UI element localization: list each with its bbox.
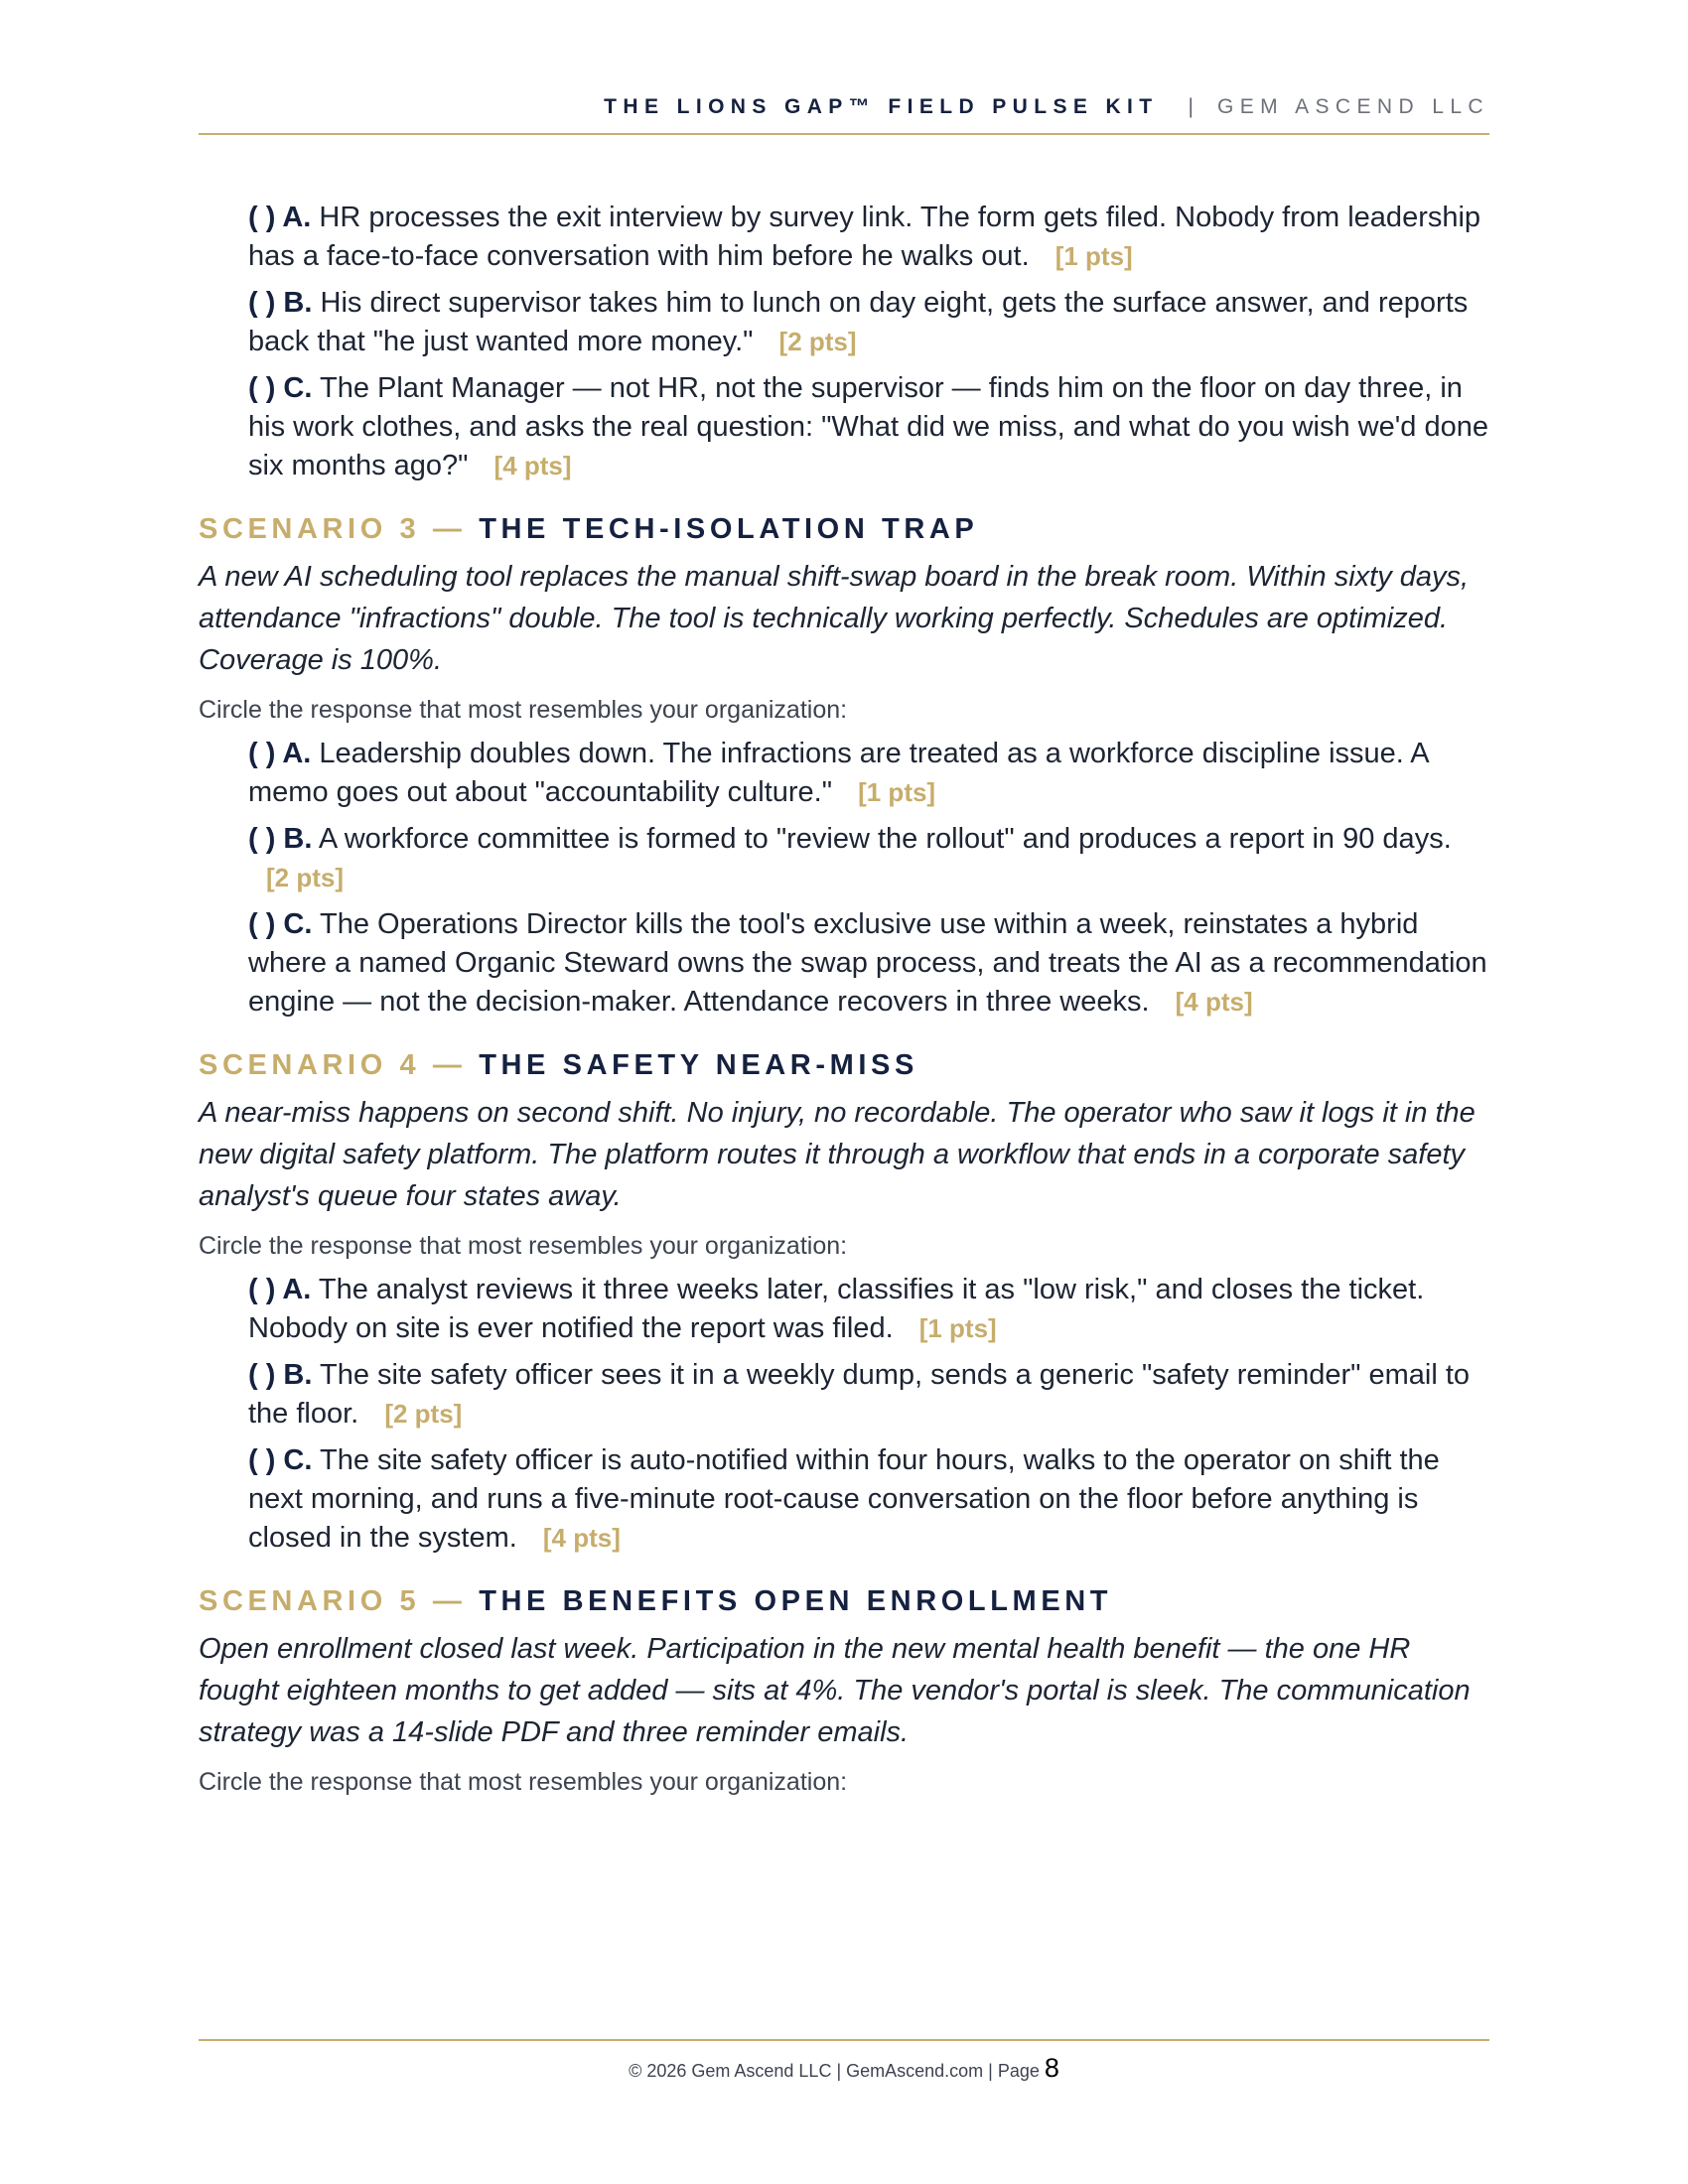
option-text: The site safety officer sees it in a weekly dump, sends a generic "safety reminder" email to the floor. xyxy=(248,1359,1471,1430)
option-key: ( ) C. xyxy=(248,372,313,404)
scenario-3 xyxy=(199,513,1489,1022)
scenario-heading xyxy=(199,513,1489,546)
option-a[interactable] xyxy=(248,735,1489,812)
option-text: Leadership doubles down. The infractions are treated as a workforce discipline issue. A memo goes out about "accountability culture." xyxy=(248,738,1429,808)
option-points: [4 pts] xyxy=(493,451,572,480)
option-points: [2 pts] xyxy=(778,327,857,356)
response-prompt: Circle the response that most resembles your organization: xyxy=(199,696,848,724)
scenario-4 xyxy=(199,1049,1489,1558)
scenario-title: THE BENEFITS OPEN ENROLLMENT xyxy=(479,1585,1113,1617)
option-points: [2 pts] xyxy=(384,1399,463,1429)
option-key: ( ) A. xyxy=(248,738,312,769)
option-text: The Operations Director kills the tool's exclusive use within a week, reinstates a hybrid where a named Organic Steward owns the swap process, and treats the AI as a recommendation engine — not the decision-maker. Attendance recovers in three weeks. xyxy=(248,908,1487,1018)
option-text: The site safety officer is auto-notified within four hours, walks to the operator on shift the next morning, and runs a five-minute root-cause conversation on the floor before anything is closed in the system. xyxy=(248,1444,1440,1554)
option-text: A workforce committee is formed to "review the rollout" and produces a report in 90 days. xyxy=(318,823,1452,855)
option-key: ( ) A. xyxy=(248,202,312,233)
response-prompt: Circle the response that most resembles your organization: xyxy=(199,1232,848,1260)
option-points: [4 pts] xyxy=(542,1523,621,1553)
scenario-2-options xyxy=(199,199,1489,485)
option-key: ( ) B. xyxy=(248,1359,313,1391)
option-b[interactable] xyxy=(248,1356,1489,1433)
option-key: ( ) B. xyxy=(248,823,313,855)
option-points: [1 pts] xyxy=(1055,241,1133,271)
scenario-5 xyxy=(199,1585,1489,1799)
response-prompt: Circle the response that most resembles your organization: xyxy=(199,1768,848,1796)
option-b[interactable] xyxy=(248,820,1489,897)
option-text: His direct supervisor takes him to lunch on day eight, gets the surface answer, and reports back that "he just wanted more money." xyxy=(248,287,1469,357)
page-footer xyxy=(199,2053,1489,2084)
header-company: GEM ASCEND LLC xyxy=(1217,95,1489,118)
scenario-number: SCENARIO 4 — xyxy=(199,1049,467,1081)
scenario-title: THE TECH-ISOLATION TRAP xyxy=(479,513,979,545)
scenario-heading xyxy=(199,1585,1489,1618)
option-key: ( ) B. xyxy=(248,287,313,319)
scenario-description: A near-miss happens on second shift. No injury, no recordable. The operator who saw it logs it in the new digital safety platform. The platform routes it through a workflow that ends in a corporate safety analyst's queue four states away. xyxy=(199,1097,1476,1212)
option-points: [2 pts] xyxy=(266,863,344,892)
option-text: The analyst reviews it three weeks later, classifies it as "low risk," and closes the ticket. Nobody on site is ever notified the report was filed. xyxy=(248,1274,1425,1344)
option-key: ( ) A. xyxy=(248,1274,312,1305)
footer-text: © 2026 Gem Ascend LLC | GemAscend.com | Page xyxy=(629,2061,1040,2081)
header-brand: THE LIONS GAP™ FIELD PULSE KIT xyxy=(604,95,1159,118)
page-content xyxy=(199,199,1489,1807)
option-c[interactable] xyxy=(248,1441,1489,1558)
option-a[interactable] xyxy=(248,199,1489,276)
scenario-heading xyxy=(199,1049,1489,1082)
option-text: The Plant Manager — not HR, not the supervisor — finds him on the floor on day three, in his work clothes, and asks the real question: "What did we miss, and what do you wish we'd done six months ago?" xyxy=(248,372,1488,481)
option-a[interactable] xyxy=(248,1271,1489,1348)
header-separator: | xyxy=(1188,95,1194,118)
footer-rule xyxy=(199,2039,1489,2041)
option-points: [1 pts] xyxy=(858,777,936,807)
header-rule xyxy=(199,133,1489,135)
scenario-number: SCENARIO 3 — xyxy=(199,513,467,545)
scenario-title: THE SAFETY NEAR-MISS xyxy=(479,1049,918,1081)
option-points: [1 pts] xyxy=(918,1313,997,1343)
running-header xyxy=(199,95,1489,119)
option-c[interactable] xyxy=(248,369,1489,485)
scenario-description: Open enrollment closed last week. Participation in the new mental health benefit — the one HR fought eighteen months to get added — sits at 4%. The vendor's portal is sleek. The communication strategy was a 14-slide PDF and three reminder emails. xyxy=(199,1633,1471,1748)
page-number: 8 xyxy=(1044,2053,1059,2083)
option-b[interactable] xyxy=(248,284,1489,361)
scenario-number: SCENARIO 5 — xyxy=(199,1585,467,1617)
option-key: ( ) C. xyxy=(248,908,313,940)
scenario-description: A new AI scheduling tool replaces the manual shift-swap board in the break room. Within sixty days, attendance "infractions" double. The tool is technically working perfectly. Schedules are optimized. Coverage is 100%. xyxy=(199,561,1470,676)
option-points: [4 pts] xyxy=(1175,987,1253,1017)
option-text: HR processes the exit interview by survey link. The form gets filed. Nobody from leadership has a face-to-face conversation with him before he walks out. xyxy=(248,202,1481,272)
option-key: ( ) C. xyxy=(248,1444,313,1476)
option-c[interactable] xyxy=(248,905,1489,1022)
